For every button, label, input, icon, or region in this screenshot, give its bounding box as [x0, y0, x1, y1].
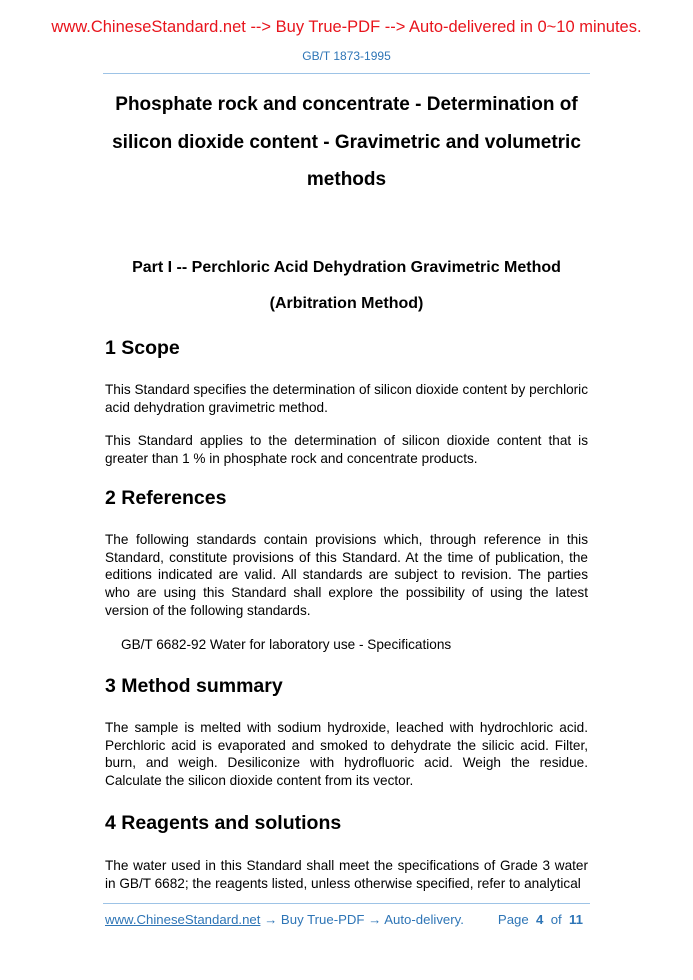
total-pages: 11 [569, 912, 583, 927]
reagents-paragraph: The water used in this Standard shall meet the specifications of Grade 3 water in GB/T 6682; the reagents listed, unless otherwise specified, refer to analytical [105, 858, 588, 891]
footer-divider [103, 903, 590, 904]
title-line: silicon dioxide content - Gravimetric and volumetric [112, 131, 581, 153]
promo-banner: www.ChineseStandard.net --> Buy True-PDF --> Auto-delivered in 0~10 minutes. [51, 18, 642, 36]
scope-paragraph: This Standard specifies the determination of silicon dioxide content by perchloric acid dehydration gravimetric method. [105, 382, 588, 415]
method-paragraph: The sample is melted with sodium hydroxide, leached with hydrochloric acid. Perchloric acid is evaporated and smoked to dehydrate the silicic acid. Filter, burn, and weigh. Desiliconize with hydrofluoric acid. Weigh the residue. Calculate the silicon dioxide content from its vector. [105, 720, 588, 789]
footer [105, 912, 588, 927]
references-paragraph: The following standards contain provisions which, through reference in this Standard, constitute provisions of this Standard. At the time of publication, the editions indicated are valid. All standards are subject to revision. The parties who are using this Standard shall explore the possibility of using the latest version of the following standards. [105, 532, 588, 618]
header-divider [103, 73, 590, 74]
part-heading [100, 250, 593, 322]
part-title: Part I -- Perchloric Acid Dehydration Gravimetric Method [132, 259, 561, 276]
reference-item: GB/T 6682-92 Water for laboratory use - Specifications [121, 637, 452, 652]
section-heading-references: 2 References [105, 487, 227, 509]
title-line: methods [306, 169, 387, 190]
page-label: Page [497, 912, 529, 927]
title-line: Phosphate rock and concentrate - Determination of [115, 94, 578, 115]
footer-text: → Buy True-PDF → Auto-delivery. [260, 912, 464, 927]
document-title [100, 86, 593, 199]
footer-link[interactable]: www.ChineseStandard.net [105, 912, 261, 927]
of-label: of [550, 912, 562, 927]
section-heading-reagents: 4 Reagents and solutions [105, 812, 342, 834]
page-indicator [498, 912, 583, 927]
section-heading-scope: 1 Scope [105, 337, 180, 359]
current-page: 4 [536, 912, 544, 927]
standard-number: GB/T 1873-1995 [302, 49, 391, 63]
scope-paragraph: This Standard applies to the determination of silicon dioxide content that is greater than 1 % in phosphate rock and concentrate products. [105, 433, 588, 466]
section-heading-method: 3 Method summary [105, 675, 283, 697]
part-subtitle: (Arbitration Method) [269, 295, 424, 312]
